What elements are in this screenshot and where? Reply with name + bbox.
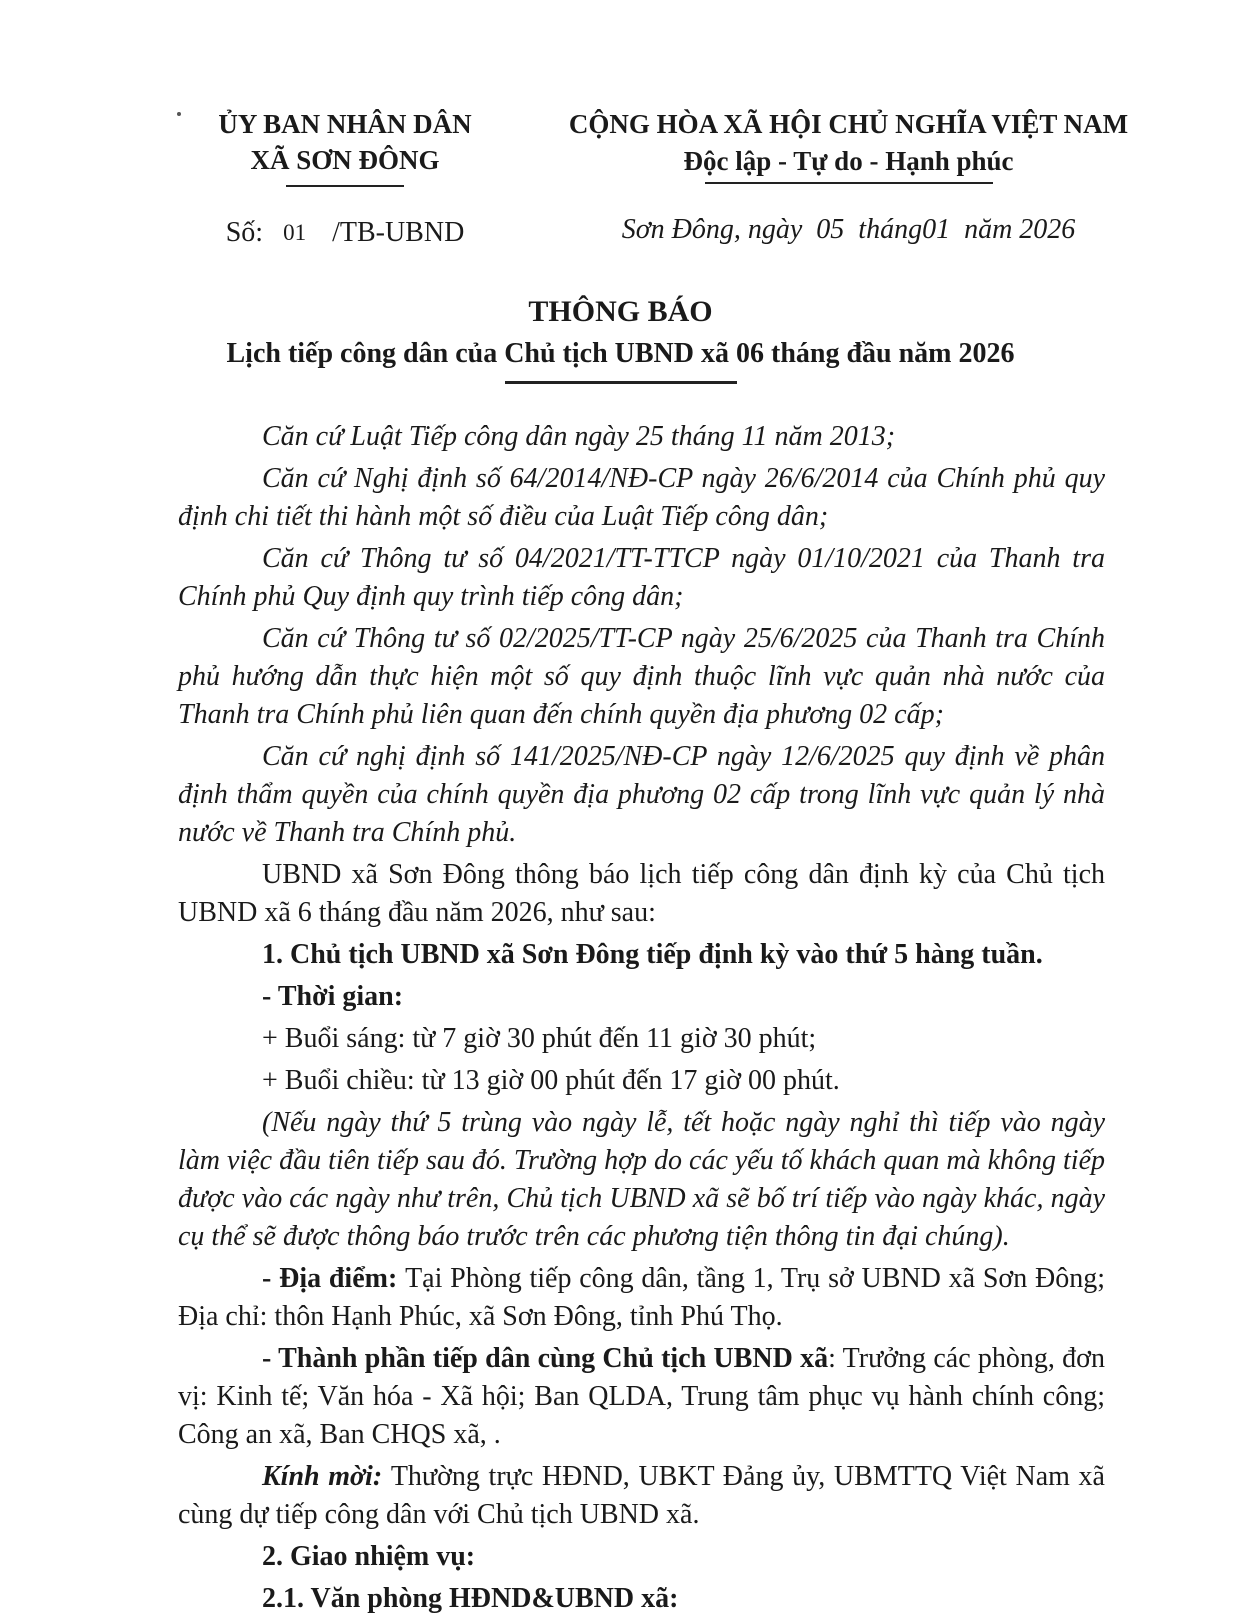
national-title: CỘNG HÒA XÃ HỘI CHỦ NGHĨA VIỆT NAM: [568, 109, 1129, 139]
paragraph: [178, 738, 1105, 852]
text-run: Căn cứ nghị định số 141/2025/NĐ-CP ngày 12/6/2025 quy định về phân định thẩm quyền của chính quyền địa phương 02 cấp trong lĩnh vực quản lý nhà nước về Thanh tra Chính phủ.: [178, 741, 1105, 848]
paragraph: [178, 1580, 1105, 1614]
national-header-block: [560, 106, 1137, 246]
text-run: Thường trực HĐND, UBKT Đảng ủy, UBMTTQ Việt Nam xã cùng dự tiếp công dân với Chủ tịch UBND xã.: [178, 1461, 1105, 1530]
doc-number-suffix: /TB-UBND: [332, 217, 465, 248]
paragraph: [178, 1104, 1105, 1256]
paragraph: [178, 460, 1105, 536]
paragraph: [178, 1538, 1105, 1576]
motto-underline: [705, 182, 993, 184]
subtitle-underline: [505, 381, 737, 384]
place-date-line: Sơn Đông, ngày 05 tháng01 năm 2026: [621, 214, 1076, 245]
document-subtitle: Lịch tiếp công dân của Chủ tịch UBND xã 06 tháng đầu năm 2026: [226, 338, 1015, 369]
paragraph: [178, 620, 1105, 734]
text-run: Căn cứ Luật Tiếp công dân ngày 25 tháng 11 năm 2013;: [262, 421, 896, 452]
org-name-line2: XÃ SƠN ĐÔNG: [250, 145, 440, 175]
document-title: THÔNG BÁO: [528, 295, 713, 328]
paragraph: [178, 1260, 1105, 1336]
doc-number-value: 01: [283, 220, 307, 245]
text-run: Căn cứ Nghị định số 64/2014/NĐ-CP ngày 26/6/2014 của Chính phủ quy định chi tiết thi hành một số điều của Luật Tiếp công dân;: [178, 463, 1105, 532]
text-run: Căn cứ Thông tư số 04/2021/TT-TTCP ngày 01/10/2021 của Thanh tra Chính phủ Quy định quy trình tiếp công dân;: [178, 543, 1105, 612]
paragraph: [178, 978, 1105, 1016]
document-header: [0, 0, 1241, 249]
national-motto: Độc lập - Tự do - Hạnh phúc: [683, 146, 1014, 176]
org-underline: [286, 185, 404, 187]
text-run: (Nếu ngày thứ 5 trùng vào ngày lễ, tết hoặc ngày nghỉ thì tiếp vào ngày làm việc đầu tiên tiếp sau đó. Trường hợp do các yếu tố khách quan mà không tiếp được vào các ngày như trên, Chủ tịch UBND xã sẽ bố trí tiếp vào ngày khác, ngày cụ thể sẽ được thông báo trước trên các phương tiện thông tin đại chúng).: [178, 1107, 1105, 1252]
text-run: 2. Giao nhiệm vụ:: [262, 1541, 476, 1572]
paragraph: [178, 936, 1105, 974]
text-run: : Trưởng các phòng, đơn vị: Kinh tế; Văn hóa - Xã hội; Ban QLDA, Trung tâm phục vụ hành chính công; Công an xã, Ban CHQS xã, .: [178, 1343, 1105, 1450]
paragraph: [178, 1020, 1105, 1058]
text-run: - Địa điểm:: [262, 1263, 406, 1294]
paragraph: [178, 418, 1105, 456]
text-run: - Thành phần tiếp dân cùng Chủ tịch UBND xã: [262, 1343, 829, 1374]
scan-artifact-dot: [177, 112, 181, 116]
text-run: Căn cứ Thông tư số 02/2025/TT-CP ngày 25/6/2025 của Thanh tra Chính phủ hướng dẫn thực hiện một số quy định thuộc lĩnh vực quản nhà nước của Thanh tra Chính phủ liên quan đến chính quyền địa phương 02 cấp;: [178, 623, 1105, 730]
text-run: + Buổi chiều: từ 13 giờ 00 phút đến 17 giờ 00 phút.: [262, 1065, 840, 1096]
paragraph: [178, 1458, 1105, 1534]
text-run: + Buổi sáng: từ 7 giờ 30 phút đến 11 giờ 30 phút;: [262, 1023, 817, 1054]
paragraph: [178, 1062, 1105, 1100]
document-body: [178, 418, 1105, 1614]
doc-number-line: [170, 217, 520, 249]
org-name-line1: ỦY BAN NHÂN DÂN: [218, 109, 472, 139]
text-run: Kính mời:: [262, 1461, 391, 1492]
paragraph: [178, 540, 1105, 616]
text-run: - Thời gian:: [262, 981, 404, 1012]
text-run: UBND xã Sơn Đông thông báo lịch tiếp công dân định kỳ của Chủ tịch UBND xã 6 tháng đầu năm 2026, như sau:: [178, 859, 1105, 928]
issuing-org-block: [170, 106, 520, 249]
text-run: 2.1. Văn phòng HĐND&UBND xã:: [262, 1583, 679, 1614]
text-run: 1. Chủ tịch UBND xã Sơn Đông tiếp định kỳ vào thứ 5 hàng tuần.: [262, 939, 1043, 970]
paragraph: [178, 856, 1105, 932]
paragraph: [178, 1340, 1105, 1454]
text-run: Tại Phòng tiếp công dân, tầng 1, Trụ sở UBND xã Sơn Đông; Địa chỉ: thôn Hạnh Phúc, xã Sơn Đông, tỉnh Phú Thọ.: [178, 1263, 1105, 1332]
doc-number-label: Số:: [225, 217, 264, 248]
title-block: [0, 293, 1241, 384]
